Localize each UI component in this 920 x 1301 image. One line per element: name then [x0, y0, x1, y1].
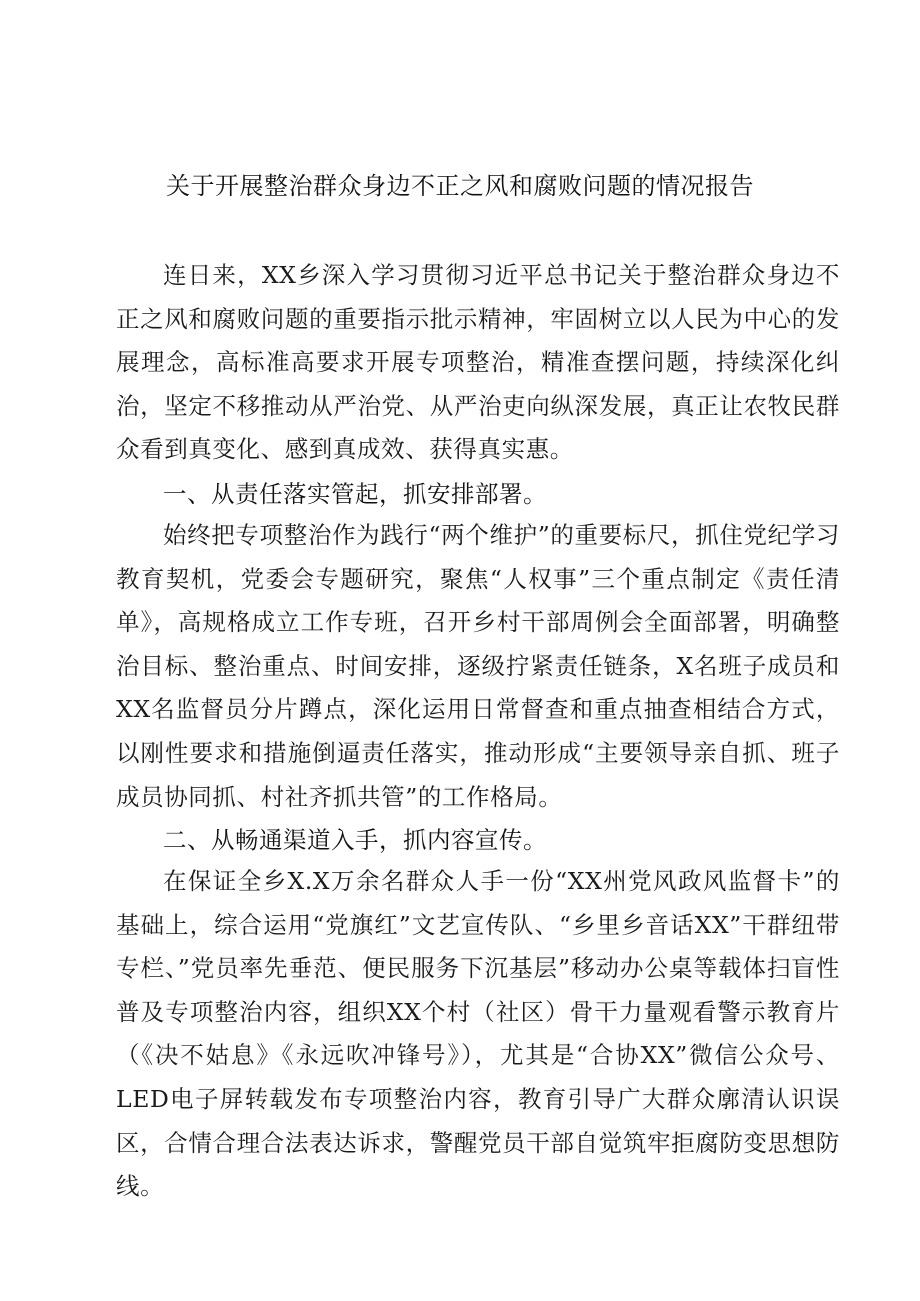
document-title: 关于开展整治群众身边不正之风和腐败问题的情况报告: [166, 172, 754, 200]
intro-paragraph: 连日来，XX乡深入学习贯彻习近平总书记关于整治群众身边不正之风和腐败问题的重要指示批示精神，牢固树立以人民为中心的发展理念，高标准高要求开展专项整治，精准查摆问题，持续深化纠治，坚定不移推动从严治党、从严治吏向纵深发展，真正让农牧民群众看到真变化、感到真成效、获得真实惠。: [116, 261, 840, 464]
section-body-2: 在保证全乡X.X万余名群众人手一份“XX州党风政风监督卡”的基础上，综合运用“党旗红”文艺宣传队、“乡里乡音话XX”干群纽带专栏、”党员率先垂范、便民服务下沉基层”移动办公桌等载体扫盲性普及专项整治内容，组织XX个村（社区）骨干力量观看警示教育片（《决不姑息》《永远吹冲锋号》），尤其是“合协XX”微信公众号、LED电子屏转载发布专项整治内容，教育引导广大群众廓清认识误区，合情合理合法表达诉求，警醒党员干部自觉筑牢拒腐防变思想防线。: [116, 867, 840, 1201]
section-body-1: 始终把专项整治作为践行“两个维护”的重要标尺，抓住党纪学习教育契机，党委会专题研究，聚焦“人权事”三个重点制定《责任清单》，高规格成立工作专班，召开乡村干部周例会全面部署，明确整治目标、整治重点、时间安排，逐级拧紧责任链条，X名班子成员和XX名监督员分片蹲点，深化运用日常督查和重点抽查相结合方式，以刚性要求和措施倒逼责任落实，推动形成“主要领导亲自抓、班子成员协同抓、村社齐抓共管”的工作格局。: [116, 521, 840, 811]
section-heading-2: 二、从畅通渠道入手，抓内容宣传。: [163, 826, 547, 854]
section-heading-1: 一、从责任落实管起，抓安排部署。: [163, 480, 547, 508]
